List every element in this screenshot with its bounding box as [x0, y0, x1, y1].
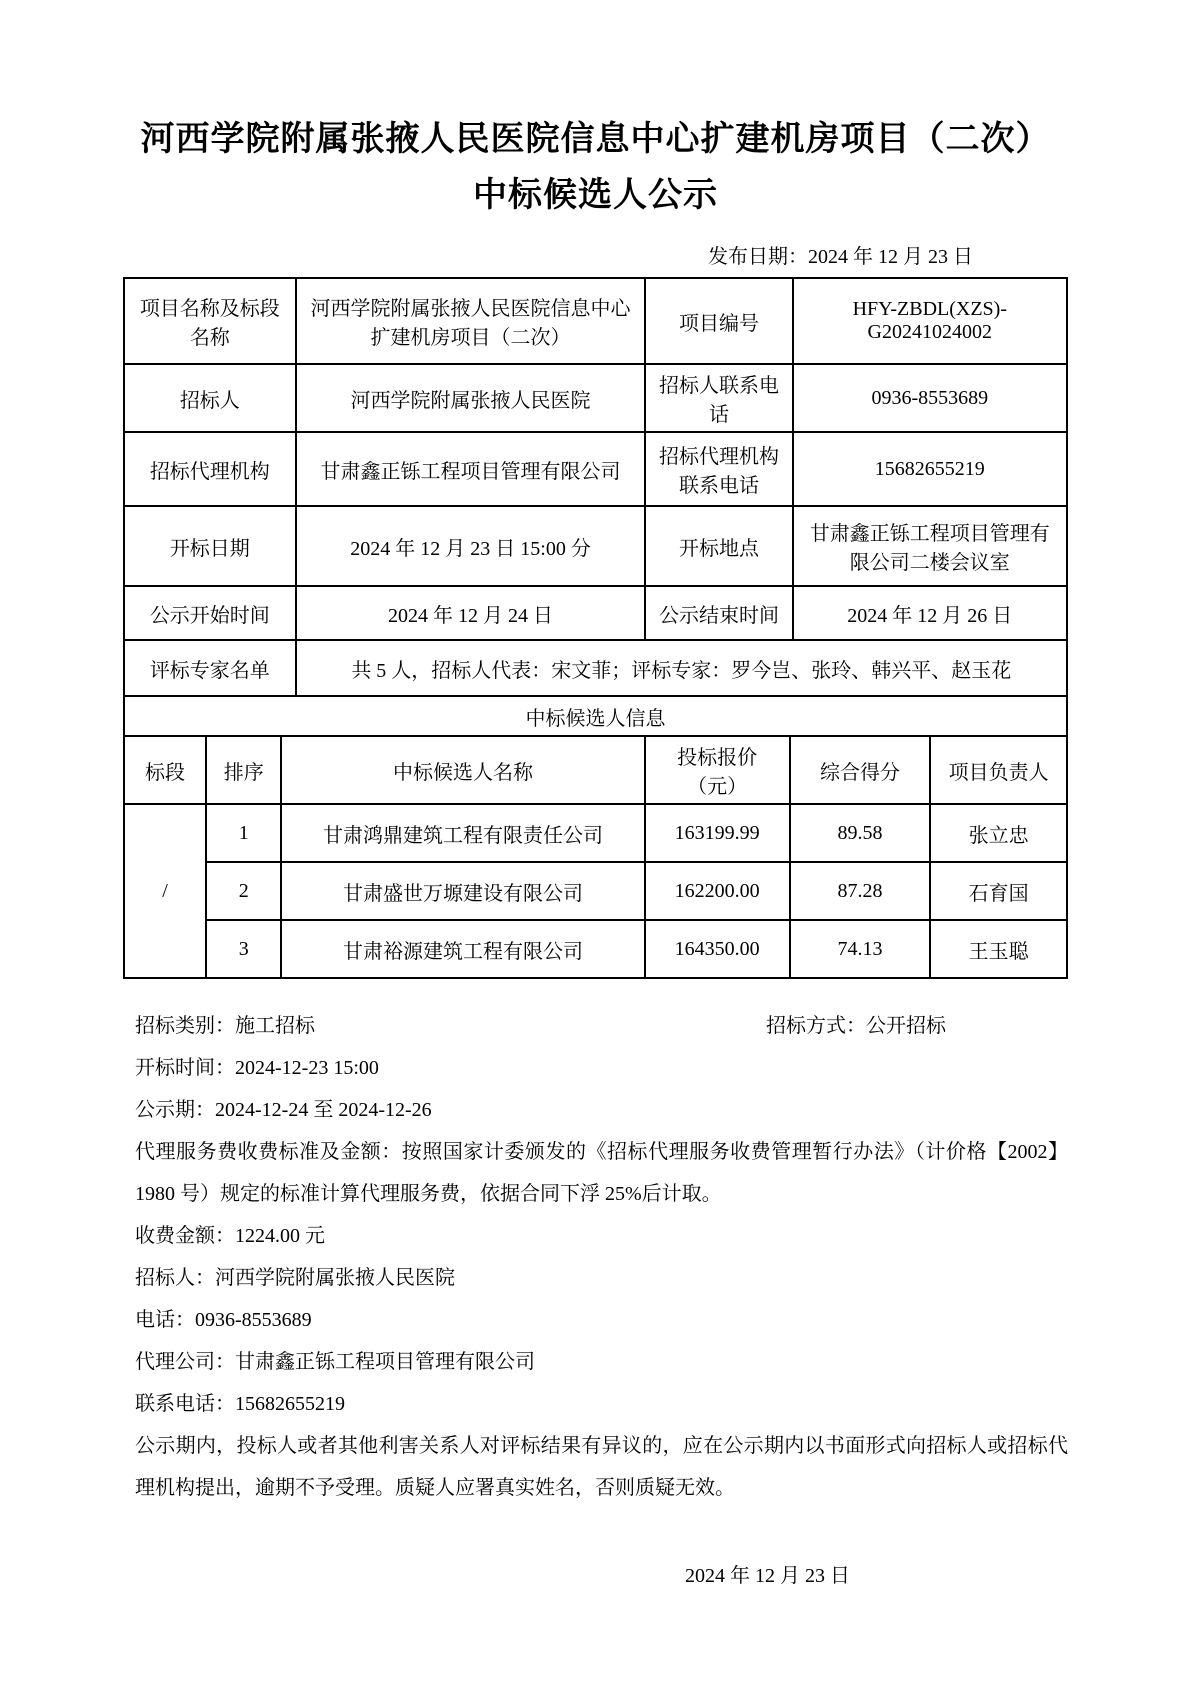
row-label: 项目编号	[645, 278, 792, 364]
row-label: 评标专家名单	[124, 640, 296, 696]
note-category-method	[135, 1005, 1068, 1047]
row-label: 公示结束时间	[645, 586, 792, 640]
row-label: 项目名称及标段名称	[124, 278, 296, 364]
row-label: 招标人	[124, 364, 296, 432]
row-value: 2024 年 12 月 24 日	[296, 586, 646, 640]
row-value: HFY-ZBDL(XZS)-G20241024002	[793, 278, 1067, 364]
note-tenderee: 招标人：河西学院附属张掖人民医院	[135, 1267, 455, 1289]
project-manager: 张立忠	[930, 804, 1067, 862]
header-price: 投标报价（元）	[645, 736, 790, 804]
lot-cell: /	[124, 804, 206, 978]
table-row-opening	[124, 506, 1067, 586]
note-agency-fee: 代理服务费收费标准及金额：按照国家计委颁发的《招标代理服务收费管理暂行办法》（计价格【2002】1980 号）规定的标准计算代理服务费，依据合同下浮 25%后计取。	[135, 1141, 1068, 1205]
header-manager: 项目负责人	[930, 736, 1067, 804]
rank-cell: 1	[206, 804, 281, 862]
row-value: 河西学院附属张掖人民医院信息中心扩建机房项目（二次）	[296, 278, 646, 364]
candidate-row	[124, 804, 1067, 862]
candidates-table	[123, 695, 1068, 979]
experts-list: 共 5 人，招标人代表：宋文菲；评标专家：罗今岂、张玲、韩兴平、赵玉花	[296, 640, 1067, 696]
row-value: 0936-8553689	[793, 364, 1067, 432]
row-value: 河西学院附属张掖人民医院	[296, 364, 646, 432]
note-phone: 电话：0936-8553689	[135, 1309, 312, 1331]
notes-block	[123, 1005, 1068, 1597]
row-value: 2024 年 12 月 26 日	[793, 586, 1067, 640]
header-rank: 排序	[206, 736, 281, 804]
row-value: 甘肃鑫正铄工程项目管理有限公司	[296, 432, 646, 506]
note-agency-phone: 联系电话：15682655219	[135, 1393, 345, 1415]
project-manager: 石育国	[930, 862, 1067, 920]
candidate-row	[124, 862, 1067, 920]
bid-price: 164350.00	[645, 920, 790, 978]
document-title	[123, 112, 1068, 224]
rank-cell: 2	[206, 862, 281, 920]
header-score: 综合得分	[790, 736, 931, 804]
candidate-name: 甘肃盛世万塬建设有限公司	[281, 862, 644, 920]
note-objection: 公示期内，投标人或者其他利害关系人对评标结果有异议的，应在公示期内以书面形式向招标人或招标代理机构提出，逾期不予受理。质疑人应署真实姓名，否则质疑无效。	[135, 1435, 1068, 1499]
table-row-project	[124, 278, 1067, 364]
candidates-header-row	[124, 736, 1067, 804]
score: 89.58	[790, 804, 931, 862]
bid-category: 招标类别：施工招标	[135, 1015, 315, 1037]
tender-info-table	[123, 277, 1068, 697]
candidates-section-row	[124, 696, 1067, 736]
header-name: 中标候选人名称	[281, 736, 644, 804]
row-label: 招标人联系电话	[645, 364, 792, 432]
title-line1: 河西学院附属张掖人民医院信息中心扩建机房项目（二次）	[140, 121, 1051, 158]
bid-method: 招标方式：公开招标	[766, 1015, 946, 1037]
title-line2: 中标候选人公示	[473, 177, 718, 214]
signature-date: 2024 年 12 月 23 日	[685, 1565, 850, 1587]
note-fee-amount: 收费金额：1224.00 元	[135, 1225, 325, 1247]
candidate-row	[124, 920, 1067, 978]
rank-cell: 3	[206, 920, 281, 978]
score: 87.28	[790, 862, 931, 920]
row-label: 招标代理机构	[124, 432, 296, 506]
row-value: 甘肃鑫正铄工程项目管理有限公司二楼会议室	[793, 506, 1067, 586]
bid-price: 162200.00	[645, 862, 790, 920]
row-label: 开标地点	[645, 506, 792, 586]
note-agency: 代理公司：甘肃鑫正铄工程项目管理有限公司	[135, 1351, 535, 1373]
score: 74.13	[790, 920, 931, 978]
row-label: 开标日期	[124, 506, 296, 586]
table-row-agency	[124, 432, 1067, 506]
row-label: 招标代理机构联系电话	[645, 432, 792, 506]
header-lot: 标段	[124, 736, 206, 804]
row-label: 公示开始时间	[124, 586, 296, 640]
publish-date: 发布日期：2024 年 12 月 23 日	[708, 246, 973, 268]
note-publicity-period: 公示期：2024-12-24 至 2024-12-26	[135, 1099, 432, 1121]
table-row-tenderee	[124, 364, 1067, 432]
bid-price: 163199.99	[645, 804, 790, 862]
note-open-time: 开标时间：2024-12-23 15:00	[135, 1057, 379, 1079]
candidate-name: 甘肃鸿鼎建筑工程有限责任公司	[281, 804, 644, 862]
candidate-name: 甘肃裕源建筑工程有限公司	[281, 920, 644, 978]
table-row-publicity	[124, 586, 1067, 640]
row-value: 15682655219	[793, 432, 1067, 506]
project-manager: 王玉聪	[930, 920, 1067, 978]
row-value: 2024 年 12 月 23 日 15:00 分	[296, 506, 646, 586]
table-row-experts	[124, 640, 1067, 696]
candidates-section-title: 中标候选人信息	[124, 696, 1067, 736]
